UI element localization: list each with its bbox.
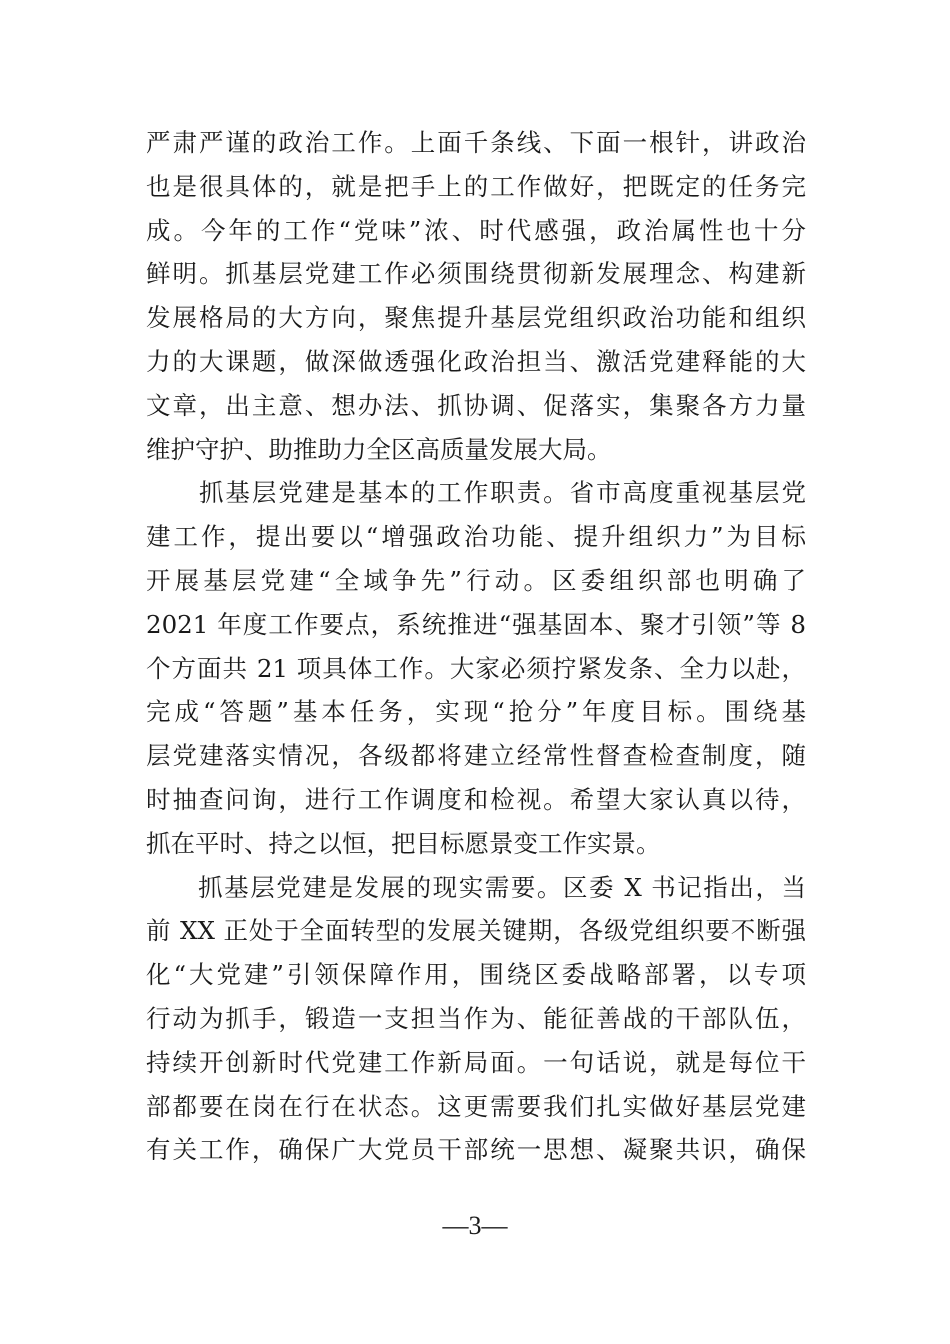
- text-line: 个方面共 21 项具体工作。大家必须拧紧发条、全力以赴，: [146, 653, 806, 683]
- text-line: 前 XX 正处于全面转型的发展关键期，各级党组织要不断强: [146, 916, 806, 946]
- text-line: 部都要在岗在行在状态。这更需要我们扎实做好基层党建: [146, 1091, 806, 1121]
- text-line: 发展格局的大方向，聚焦提升基层党组织政治功能和组织: [146, 303, 806, 333]
- text-line: 2021 年度工作要点，系统推进“强基固本、聚才引领”等 8: [146, 609, 806, 639]
- text-line: 化“大党建”引领保障作用，围绕区委战略部署，以专项: [146, 960, 806, 990]
- text-line: 维护守护、助推助力全区高质量发展大局。: [146, 434, 612, 464]
- paragraph-1: [146, 121, 806, 471]
- body-text: [146, 121, 806, 1172]
- text-line: 鲜明。抓基层党建工作必须围绕贯彻新发展理念、构建新: [146, 259, 806, 289]
- text-line: 成。今年的工作“党味”浓、时代感强，政治属性也十分: [146, 215, 806, 245]
- text-line: 有关工作，确保广大党员干部统一思想、凝聚共识，确保: [146, 1135, 806, 1165]
- text-line: 行动为抓手，锻造一支担当作为、能征善战的干部队伍，: [146, 1003, 806, 1033]
- text-line: 抓在平时、持之以恒，把目标愿景变工作实景。: [146, 828, 661, 858]
- text-line: 开展基层党建“全域争先”行动。区委组织部也明确了: [146, 565, 806, 595]
- text-line: 完成“答题”基本任务，实现“抢分”年度目标。围绕基: [146, 697, 806, 727]
- text-line: 也是很具体的，就是把手上的工作做好，把既定的任务完: [146, 171, 806, 201]
- text-line: 持续开创新时代党建工作新局面。一句话说，就是每位干: [146, 1047, 806, 1077]
- text-line: 抓基层党建是基本的工作职责。省市高度重视基层党: [146, 478, 806, 508]
- page-number: —3—: [442, 1211, 508, 1240]
- text-line: 文章，出主意、想办法、抓协调、促落实，集聚各方力量: [146, 390, 806, 420]
- text-line: 层党建落实情况，各级都将建立经常性督查检查制度，随: [146, 741, 806, 771]
- text-line: 力的大课题，做深做透强化政治担当、激活党建释能的大: [146, 346, 806, 376]
- text-line: 建工作，提出要以“增强政治功能、提升组织力”为目标: [146, 522, 806, 552]
- text-line: 严肃严谨的政治工作。上面千条线、下面一根针，讲政治: [146, 128, 806, 157]
- paragraph-2: [146, 471, 806, 865]
- paragraph-3: [146, 866, 806, 1173]
- text-line: 时抽查问询，进行工作调度和检视。希望大家认真以待，: [146, 784, 806, 814]
- text-line: 抓基层党建是发展的现实需要。区委 X 书记指出，当: [146, 872, 806, 902]
